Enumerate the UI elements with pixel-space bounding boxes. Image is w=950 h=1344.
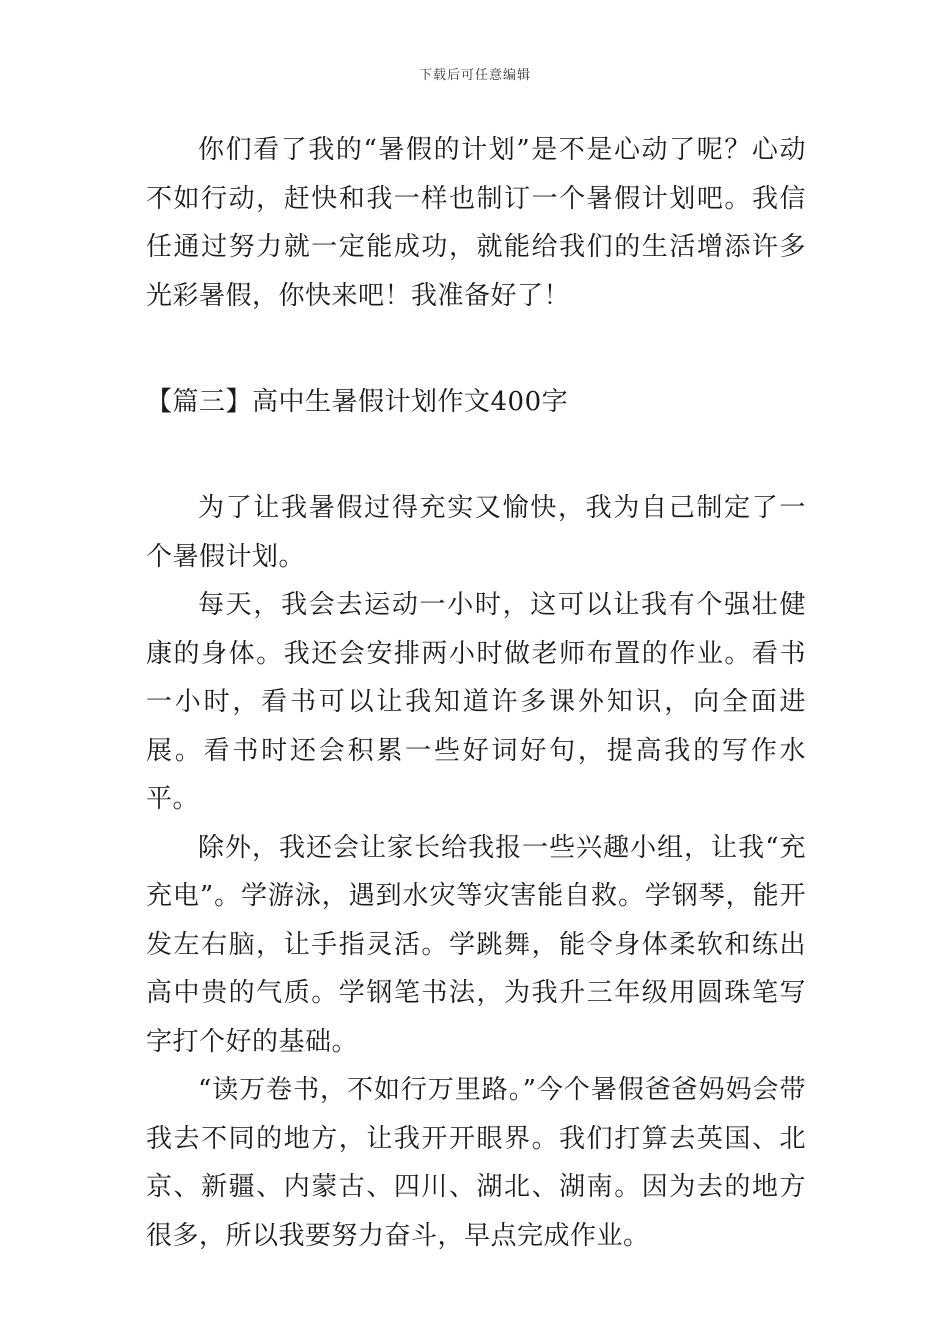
- spacer: [146, 426, 806, 484]
- section-heading: 【篇三】高中生暑假计划作文400字: [146, 387, 569, 417]
- paragraph: 每天，我会去运动一小时，这可以让我有个强壮健康的身体。我还会安排两小时做老师布置的作业。看书一小时，看书可以让我知道许多课外知识，向全面进展。看书时还会积累一些好词好句，提高我的写作水平。: [146, 590, 806, 814]
- spacer: [146, 320, 806, 378]
- paragraph: 为了让我暑假过得充实又愉快，我为自己制定了一个暑假计划。: [146, 493, 806, 572]
- header-note: 下载后可任意编辑: [418, 68, 531, 83]
- intro-paragraph: 你们看了我的“暑假的计划”是不是心动了呢？心动不如行动，赶快和我一样也制订一个暑假计划吧。我信任通过努力就一定能成功，就能给我们的生活增添许多光彩暑假，你快来吧！我准备好了！: [146, 135, 806, 311]
- paragraph: 除外，我还会让家长给我报一些兴趣小组，让我“充充电”。学游泳，遇到水灾等灾害能自救。学钢琴，能开发左右脑，让手指灵活。学跳舞，能令身体柔软和练出高中贵的气质。学钢笔书法，为我升三年级用圆珠笔写字打个好的基础。: [146, 832, 806, 1057]
- document-body: [146, 126, 806, 1260]
- paragraph: “读万卷书，不如行万里路。”今个暑假爸爸妈妈会带我去不同的地方，让我开开眼界。我们打算去英国、北京、新疆、内蒙古、四川、湖北、湖南。因为去的地方很多，所以我要努力奋斗，早点完成作业。: [146, 1075, 806, 1251]
